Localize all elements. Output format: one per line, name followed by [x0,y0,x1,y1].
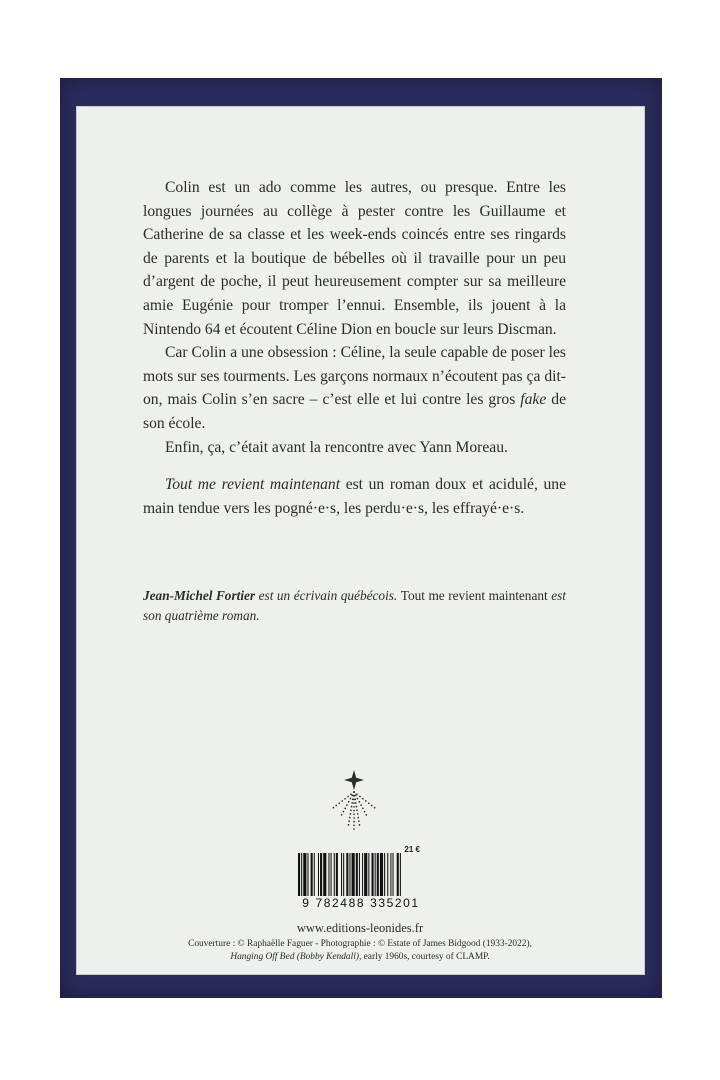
credits-line-1: Couverture : © Raphaëlle Faguer - Photographie : © Estate of James Bidgood (1933-2022), [188,939,532,949]
isbn-number: 9 782488 335201 [286,896,436,910]
blurb-paragraph-2: Car Colin a une obsession : Céline, la seule capable de poser les mots sur ses tourments. Les garçons normaux n’écoutent pas ça dit-on, mais Colin s’en sacre – c’est elle et lui contre les gros fake de son école. [143,344,566,432]
credits-line-2: Hanging Off Bed (Bobby Kendall), early 1960s, courtesy of CLAMP. [230,952,490,962]
cover-credits [150,938,570,964]
blurb-paragraph-3: Enfin, ça, c’était avant la rencontre avec Yann Moreau. [165,438,508,456]
blurb-paragraph-1: Colin est un ado comme les autres, ou presque. Entre les longues journées au collège à pester contre les Guillaume et Catherine de sa classe et les week-ends coincés entre ses ringards de parents et la boutique de bébelles où il travaille pour un peu d’argent de poche, il peut heureusement compter sur sa meilleure amie Eugénie pour tromper l’ennui. Ensemble, ils jouent à la Nintendo 64 et écoutent Céline Dion en boucle sur leurs Discman. [143,179,566,338]
price-label: 21 € [404,845,420,854]
author-bio: Jean-Michel Fortier est un écrivain québécois. Tout me revient maintenant est son quatrième roman. [143,588,566,623]
blurb-text [143,176,566,520]
book-title: Tout me revient maintenant [165,476,341,494]
author-name: Jean-Michel Fortier [143,588,256,603]
star-rays-logo-icon [326,768,382,834]
blurb-paragraph-4: Tout me revient maintenant est un roman doux et acidulé, une main tendue vers les pogné·e·s, les perdu·e·s, les effrayé·e·s. [143,476,566,517]
publisher-website: www.editions-leonides.fr [296,921,424,935]
